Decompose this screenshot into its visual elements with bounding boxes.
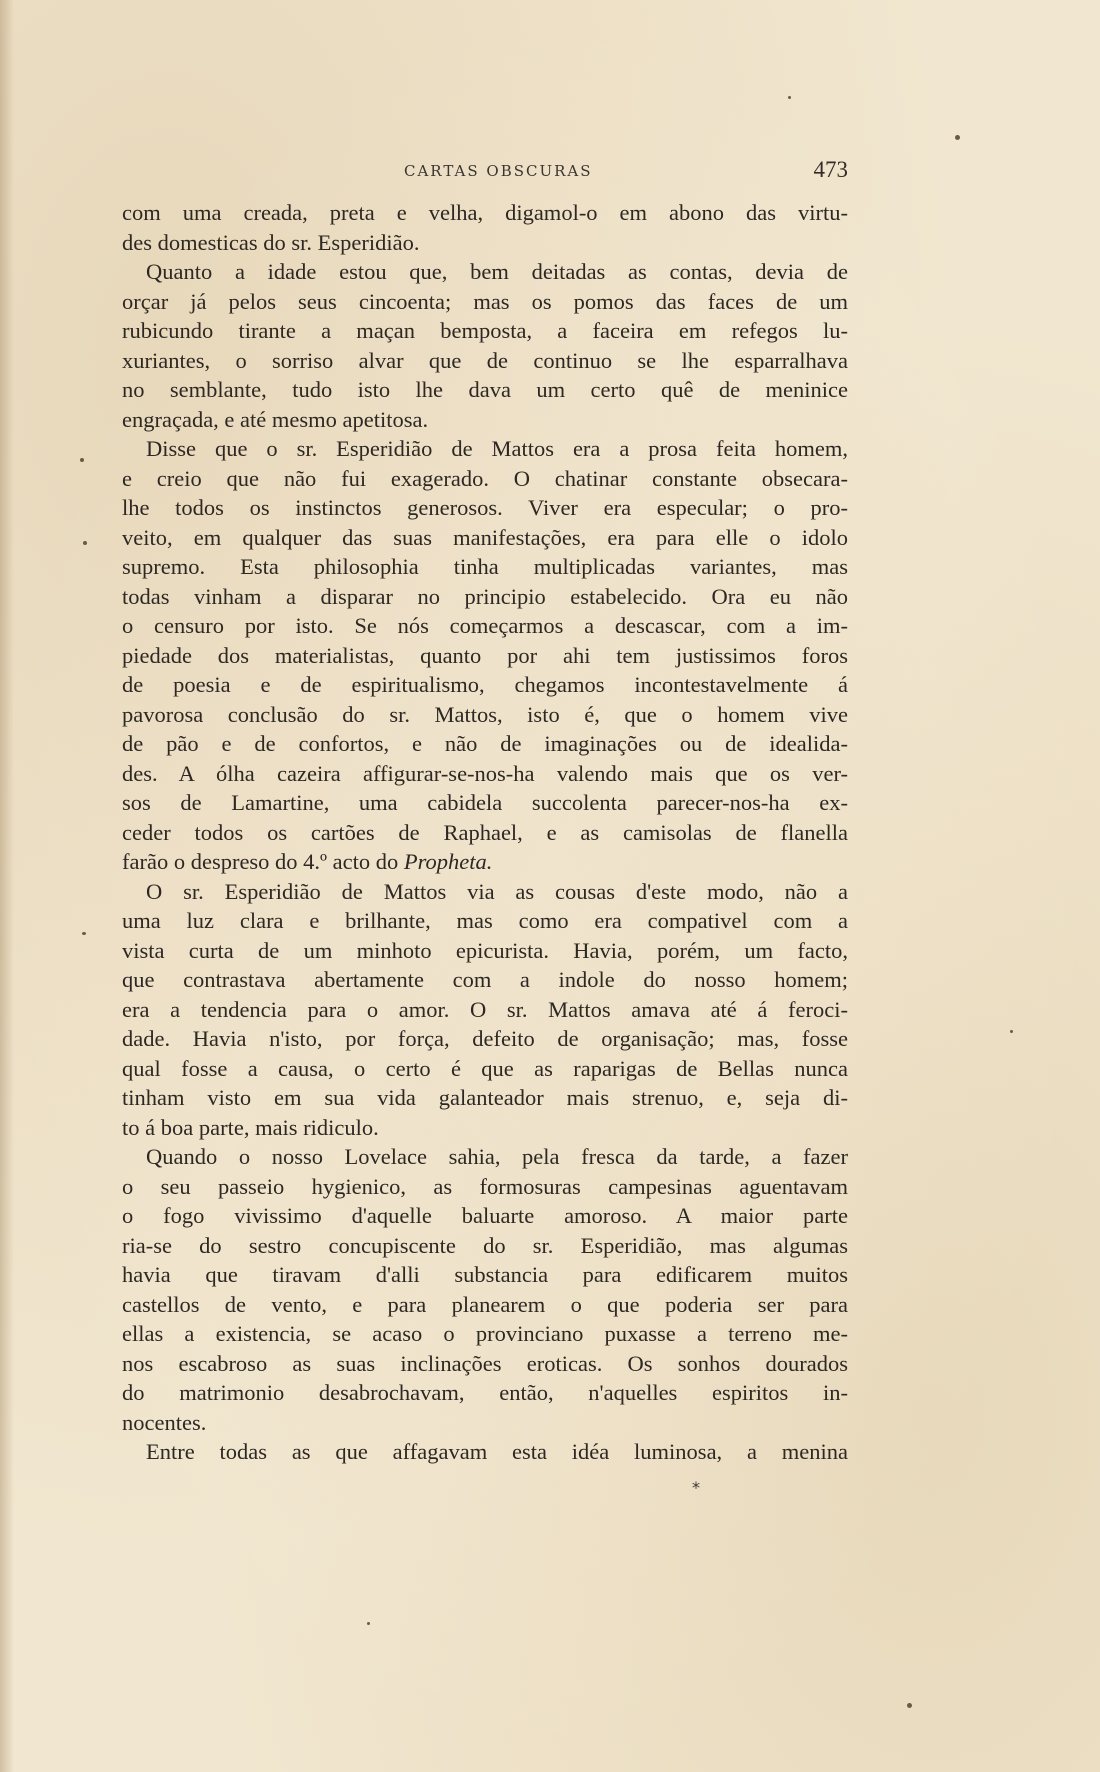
text-line: do matrimonio desabrochavam, então, n'aquelles espiritos in- xyxy=(122,1380,848,1405)
text-line: xuriantes, o sorriso alvar que de continuo se lhe esparralhava xyxy=(122,347,848,373)
paper-speck xyxy=(82,932,86,935)
text-line: com uma creada, preta e velha, digamol-o em abono das virtu- xyxy=(122,200,848,225)
paper-speck xyxy=(907,1703,912,1708)
line-text: farão o despreso do 4.º acto do xyxy=(122,849,399,874)
paper-speck xyxy=(80,458,84,462)
text-line: dade. Havia n'isto, por força, defeito de organisação; mas, fosse xyxy=(122,1026,848,1051)
text-line: rubicundo tirante a maçan bemposta, a faceira em refegos lu- xyxy=(122,318,848,343)
text-line: que contrastava abertamente com a indole do nosso homem; xyxy=(122,967,848,992)
text-line: lhe todos os instinctos generosos. Viver era especular; o pro- xyxy=(122,495,848,520)
text-line: O sr. Esperidião de Mattos via as cousas d'este modo, não a xyxy=(146,878,848,904)
text-line: o fogo vivissimo d'aquelle baluarte amoroso. A maior parte xyxy=(122,1203,848,1228)
text-line: nos escabroso as suas inclinações eroticas. Os sonhos dourados xyxy=(122,1350,848,1376)
text-line: piedade dos materialistas, quanto por ahi tem justissimos foros xyxy=(122,642,848,668)
signature-mark: * xyxy=(692,1478,700,1497)
running-title: CARTAS OBSCURAS xyxy=(404,162,593,180)
text-line: supremo. Esta philosophia tinha multiplicadas variantes, mas xyxy=(122,554,848,579)
text-line: des domesticas do sr. Esperidião. xyxy=(122,229,420,255)
text-line: de poesia e de espiritualismo, chegamos incontestavelmente á xyxy=(122,672,848,697)
text-line: uma luz clara e brilhante, mas como era compativel com a xyxy=(122,908,848,933)
text-line: engraçada, e até mesmo apetitosa. xyxy=(122,406,429,432)
text-line: Disse que o sr. Esperidião de Mattos era a prosa feita homem, xyxy=(146,436,848,461)
italic-title: Propheta. xyxy=(403,849,493,874)
text-line: tinham visto em sua vida galanteador mais strenuo, e, seja di- xyxy=(122,1085,848,1110)
paper-speck xyxy=(955,135,960,140)
text-line: Quando o nosso Lovelace sahia, pela fresca da tarde, a fazer xyxy=(146,1144,848,1169)
text-line: sos de Lamartine, uma cabidela succolenta parecer-nos-ha ex- xyxy=(122,790,848,815)
text-line: veito, em qualquer das suas manifestações, era para elle o idolo xyxy=(122,524,848,550)
text-line: ellas a existencia, se acaso o provinciano puxasse a terreno me- xyxy=(122,1321,848,1346)
text-line: o seu passeio hygienico, as formosuras campesinas aguentavam xyxy=(122,1173,848,1199)
page-number: 473 xyxy=(813,157,848,182)
text-line: Quanto a idade estou que, bem deitadas as contas, devia de xyxy=(146,259,848,284)
paper-speck xyxy=(367,1622,370,1625)
page-header xyxy=(122,157,848,190)
paper-speck xyxy=(788,96,791,99)
text-line: era a tendencia para o amor. O sr. Mattos amava até á feroci- xyxy=(122,996,848,1022)
text-line: Entre todas as que affagavam esta idéa luminosa, a menina xyxy=(146,1439,848,1464)
paper-speck xyxy=(83,541,87,545)
page-edge-shadow xyxy=(0,0,14,1772)
text-line: qual fosse a causa, o certo é que as raparigas de Bellas nunca xyxy=(122,1055,848,1081)
body-text xyxy=(122,198,848,1467)
text-line: ria-se do sestro concupiscente do sr. Esperidião, mas algumas xyxy=(122,1232,848,1258)
text-line: havia que tiravam d'alli substancia para edificarem muitos xyxy=(122,1262,848,1287)
text-line: e creio que não fui exagerado. O chatinar constante obsecara- xyxy=(122,465,848,491)
text-line: no semblante, tudo isto lhe dava um certo quê de meninice xyxy=(122,377,848,402)
text-line: ceder todos os cartões de Raphael, e as camisolas de flanella xyxy=(122,819,848,845)
text-line: orçar já pelos seus cincoenta; mas os pomos das faces de um xyxy=(122,288,848,314)
paper-speck xyxy=(1010,1030,1013,1033)
text-line: to á boa parte, mais ridiculo. xyxy=(122,1114,379,1140)
text-line: de pão e de confortos, e não de imaginações ou de idealida- xyxy=(122,731,848,756)
text-line: des. A ólha cazeira affigurar-se-nos-ha valendo mais que os ver- xyxy=(122,760,848,786)
text-line: castellos de vento, e para planearem o que poderia ser para xyxy=(122,1291,848,1317)
text-line: vista curta de um minhoto epicurista. Havia, porém, um facto, xyxy=(122,937,848,963)
text-line-with-italic xyxy=(122,847,848,877)
text-line: o censuro por isto. Se nós começarmos a descascar, com a im- xyxy=(122,613,848,638)
text-line: pavorosa conclusão do sr. Mattos, isto é, que o homem vive xyxy=(122,701,848,727)
text-line: todas vinham a disparar no principio estabelecido. Ora eu não xyxy=(122,583,848,609)
text-line: nocentes. xyxy=(122,1409,207,1435)
